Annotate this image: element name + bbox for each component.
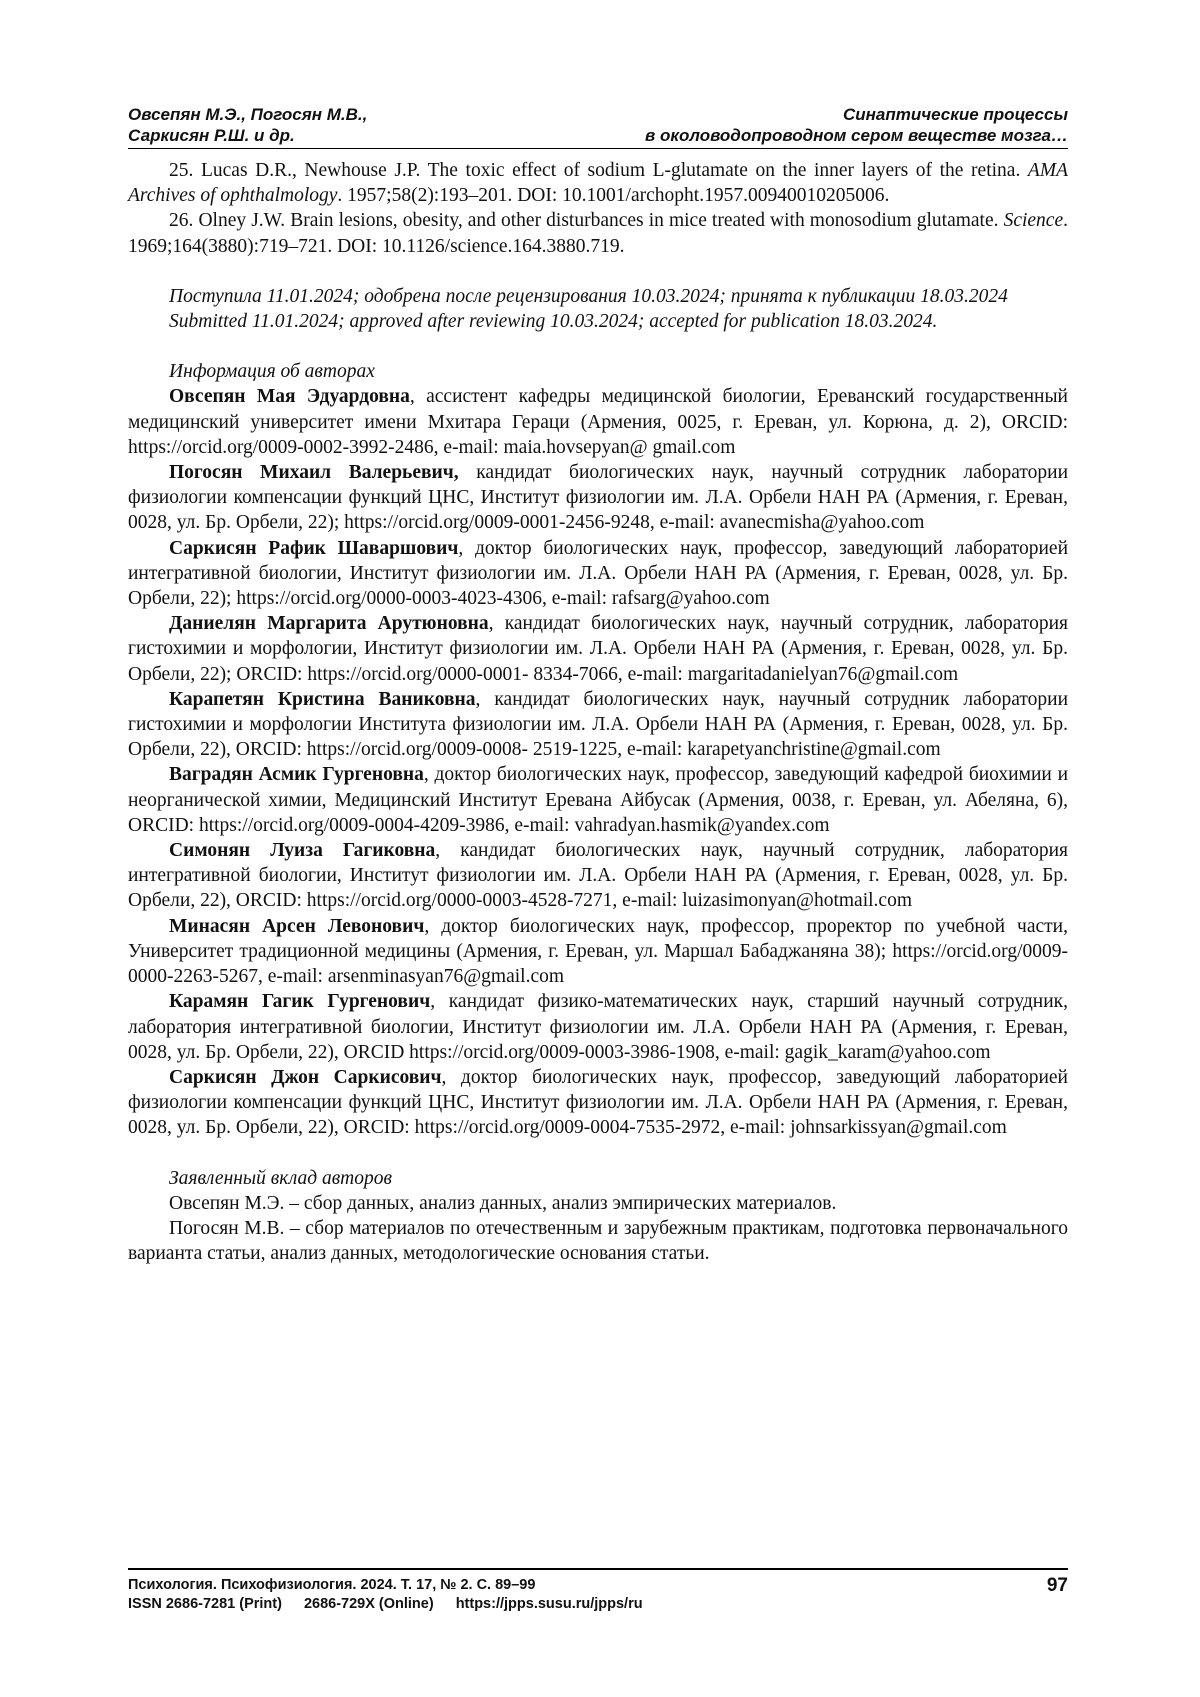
- header-authors-line2: Саркисян Р.Ш. и др.: [128, 126, 295, 145]
- dates-en: Submitted 11.01.2024; approved after reviewing 10.03.2024; accepted for publication 18.03.2024.: [169, 311, 938, 333]
- issn-online: 2686-729X (Online): [303, 1596, 434, 1612]
- author-info: Погосян Михаил Валерьевич, кандидат биологических наук, научный сотрудник лаборатории физиологии компенсации функций ЦНС, Институт физиологии им. Л.А. Орбели НАН РА (Армения, г. Ереван, 0028, ул. Бр. Орбели, 22); https://orcid.org/0009-0001-2456-9248, e-mail: avanecmisha@yahoo.com: [128, 462, 1068, 534]
- header-authors-line1: Овсепян М.Э., Погосян М.В.,: [128, 105, 368, 124]
- contribution-item: Погосян М.В. – сбор материалов по отечественным и зарубежным практикам, подготовка первоначального варианта статьи, анализ данных, методологические основания статьи.: [128, 1217, 1068, 1265]
- author-info: Минасян Арсен Левонович, доктор биологических наук, профессор, проректор по учебной части, Университет традиционной медицины (Армения, г. Ереван, ул. Маршал Бабаджаняна 38); https://orcid.org/0009-0000-2263-5267, e-mail: arsenminasyan76@gmail.com: [128, 915, 1068, 988]
- issn-print: ISSN 2686-7281 (Print): [128, 1596, 282, 1612]
- journal-url[interactable]: https://jpps.susu.ru/jpps/ru: [455, 1596, 643, 1612]
- author-info: Овсепян Мая Эдуардовна, ассистент кафедры медицинской биологии, Ереванский государственный медицинский университет имени Мхитара Гераци (Армения, 0025, г. Ереван, ул. Корюна, д. 2), ORCID: https://orcid.org/0009-0002-3992-2486, e-mail: maia.hovsepyan@ gmail.com: [128, 386, 1068, 458]
- footer-issn: [128, 1595, 1068, 1614]
- footer-journal: Психология. Психофизиология. 2024. Т. 17, № 2. С. 89–99: [128, 1577, 536, 1593]
- page-number: 97: [1046, 1575, 1068, 1596]
- header-title-line1: Синаптические процессы: [842, 105, 1068, 124]
- author-info: Ваградян Асмик Гургеновна, доктор биологических наук, профессор, заведующий кафедрой биохимии и неорганической химии, Медицинский Институт Еревана Айбусак (Армения, 0038, г. Ереван, ул. Абеляна, 6), ORCID: https://orcid.org/0009-0004-4209-3986, e-mail: vahradyan.hasmik@yandex.com: [128, 764, 1068, 836]
- reference-25-journal: AMA Archives of ophthalmology: [128, 160, 1068, 207]
- header-authors: [128, 104, 367, 146]
- reference-26-journal: Science: [1003, 210, 1064, 232]
- reference-26: 26. Olney J.W. Brain lesions, obesity, and other disturbances in mice treated with monosodium glutamate. Science. 1969;164(3880):719–721. DOI: 10.1126/science.164.3880.719.: [128, 210, 1068, 257]
- author-info: Карамян Гагик Гургенович, кандидат физико-математических наук, старший научный сотрудник, лаборатория интегративной биологии, Институт физиологии им. Л.А. Орбели НАН РА (Армения, г. Ереван, 0028, ул. Бр. Орбели, 22), ORCID https://orcid.org/0009-0003-3986-1908, e-mail: gagik_karam@yahoo.com: [128, 991, 1068, 1063]
- author-info: Карапетян Кристина Ваниковна, кандидат биологических наук, научный сотрудник лаборатории гистохимии и морфологии Института физиологии им. Л.А. Орбели НАН РА (Армения, г. Ереван, 0028, ул. Бр. Орбели, 22), ORCID: https://orcid.org/0009-0008- 2519-1225, e-mail: karapetyanchristine@gmail.com: [128, 688, 1068, 761]
- contribution-heading: Заявленный вклад авторов: [169, 1167, 392, 1189]
- author-info: Даниелян Маргарита Арутюновна, кандидат биологических наук, научный сотрудник, лаборатория гистохимии и морфологии, Институт физиологии им. Л.А. Орбели НАН РА (Армения, г. Ереван, 0028, ул. Бр. Орбели, 22); ORCID: https://orcid.org/0000-0001- 8334-7066, e-mail: margaritadanielyan76@gmail.com: [128, 613, 1068, 685]
- running-header: [128, 104, 1068, 149]
- dates-ru: Поступила 11.01.2024; одобрена после рецензирования 10.03.2024; принята к публикации 18.03.2024: [169, 285, 1008, 307]
- header-title: [645, 104, 1068, 146]
- author-info: Саркисян Джон Саркисович, доктор биологических наук, профессор, заведующий лабораторией физиологии компенсации функций ЦНС, Институт физиологии им. Л.А. Орбели НАН РА (Армения, г. Ереван, 0028, ул. Бр. Орбели, 22), ORCID: https://orcid.org/0009-0004-7535-2972, e-mail: johnsarkissyan@gmail.com: [128, 1066, 1068, 1139]
- page-footer: [128, 1568, 1068, 1614]
- authors-heading: Информация об авторах: [169, 361, 375, 383]
- author-info: Саркисян Рафик Шаваршович, доктор биологических наук, профессор, заведующий лабораторией интегративной биологии, Институт физиологии им. Л.А. Орбели НАН РА (Армения, г. Ереван, 0028, ул. Бр. Орбели, 22); https://orcid.org/0000-0003-4023-4306, e-mail: rafsarg@yahoo.com: [128, 537, 1068, 610]
- author-info: Симонян Луиза Гагиковна, кандидат биологических наук, научный сотрудник, лаборатория интегративной биологии, Институт физиологии им. Л.А. Орбели НАН РА (Армения, г. Ереван, 0028, ул. Бр. Орбели, 22), ORCID: https://orcid.org/0000-0003-4528-7271, e-mail: luizasimonyan@hotmail.com: [128, 840, 1068, 912]
- contribution-item: Овсепян М.Э. – сбор данных, анализ данных, анализ эмпирических материалов.: [169, 1192, 837, 1214]
- header-title-line2: в околоводопроводном сером веществе мозга…: [644, 126, 1068, 145]
- page-body: [128, 158, 1068, 1266]
- reference-25: 25. Lucas D.R., Newhouse J.P. The toxic effect of sodium L-glutamate on the inner layers of the retina. AMA Archives of ophthalmology. 1957;58(2):193–201. DOI: 10.1001/archopht.1957.00940010205006.: [128, 160, 1068, 207]
